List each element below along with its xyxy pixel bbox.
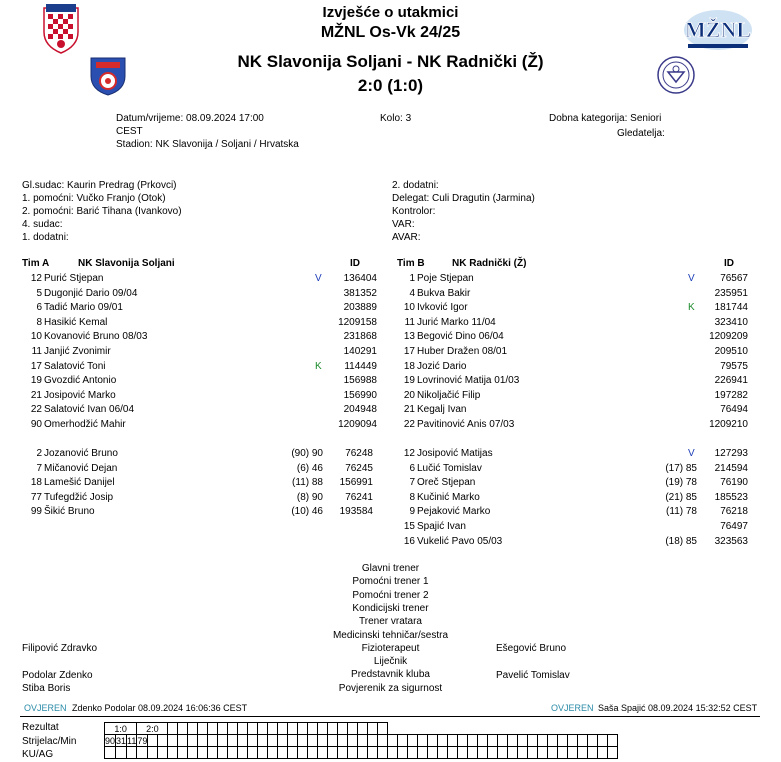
player-number: 8 (409, 491, 415, 503)
score-cell (368, 747, 378, 759)
score-cell (288, 747, 298, 759)
official-right: 2. dodatni: (392, 180, 439, 191)
player-id: 114449 (344, 360, 377, 372)
player-number: 12 (30, 273, 42, 284)
staff-role-label: Liječnik (373, 656, 408, 668)
player-id: 197282 (714, 389, 748, 401)
player-sub: (19) 78 (665, 477, 697, 489)
player-number: 6 (36, 302, 42, 314)
score-cell (378, 747, 388, 759)
score-cell (208, 735, 218, 747)
player-name: Jozanović Bruno (44, 448, 118, 459)
score-cell (218, 735, 228, 747)
player-role-badge: V (688, 448, 695, 459)
score-cell (198, 723, 208, 735)
player-id: 76494 (720, 404, 748, 416)
score-cell (608, 735, 618, 747)
score-cell (308, 735, 318, 747)
score-cell (418, 747, 428, 759)
divider (20, 716, 760, 717)
score-cell (478, 747, 488, 759)
score-cell (318, 723, 328, 735)
player-number: 90 (30, 419, 42, 430)
player-sub: (8) 90 (296, 491, 323, 503)
player-name: Janjić Zvonimir (44, 346, 111, 357)
score-cell: 11 (127, 735, 137, 746)
player-number: 12 (403, 448, 415, 459)
spectators: Gledatelja: (617, 128, 665, 139)
player-sub: (10) 46 (291, 506, 323, 518)
player-name: Josipović Marko (44, 389, 116, 401)
score-cell (208, 747, 218, 759)
score-cell (588, 735, 598, 747)
score-cell (558, 735, 568, 747)
staff-role-label: Povjerenik za sigurnost (338, 682, 443, 694)
score-cell (548, 747, 558, 759)
score-cell (258, 747, 268, 759)
player-name: Josipović Matijas (417, 448, 493, 459)
player-number: 11 (31, 346, 42, 357)
staff-role-label: Glavni trener (361, 563, 420, 574)
staff-role-label: Predstavnik kluba (351, 669, 430, 681)
staff-role-label: Fizioterapeut (361, 642, 420, 654)
player-name: Jozić Dario (417, 360, 467, 372)
player-name: Jurić Marko 11/04 (417, 316, 496, 328)
score-cell (318, 735, 328, 747)
player-id: 226941 (714, 375, 748, 387)
player-name: Purić Stjepan (44, 273, 104, 284)
score-cell (388, 747, 398, 759)
player-sub: (6) 46 (296, 462, 323, 474)
player-id: 193584 (339, 506, 373, 518)
score-cell (228, 747, 238, 759)
score-cell (248, 747, 258, 759)
score-cell (558, 747, 568, 759)
player-name: Lamešić Danijel (44, 477, 115, 489)
player-name: Lučić Tomislav (417, 462, 482, 474)
score-cell (228, 723, 238, 735)
match-title: NK Slavonija Soljani - NK Radnički (Ž) (237, 52, 544, 71)
staff-a-fizio: Filipović Zdravko (22, 643, 98, 654)
score-cell (358, 747, 368, 759)
team-a-label: Tim A (22, 258, 50, 269)
player-number: 5 (36, 287, 42, 299)
score-cell (238, 723, 248, 735)
score-cell (268, 735, 278, 747)
score-cell (528, 735, 538, 747)
score-cell (168, 735, 178, 747)
score-cell (218, 747, 228, 759)
player-name: Mičanović Dejan (44, 462, 118, 474)
score-cell (358, 735, 368, 747)
score-cell (268, 747, 278, 759)
player-name: Kučinić Marko (417, 491, 480, 503)
staff-a-predstavnik: Podolar Zdenko (22, 670, 93, 681)
match-stadium: Stadion: NK Slavonija / Soljani / Hrvatska (116, 139, 299, 150)
score-cell (168, 747, 178, 759)
score-cell (137, 747, 148, 759)
player-name: Tufegdžić Josip (44, 491, 114, 503)
score-cell (248, 723, 258, 735)
score-cell (248, 735, 258, 747)
player-id: 231868 (343, 331, 377, 343)
player-id: 235951 (714, 287, 748, 299)
player-name: Begović Dino 06/04 (417, 331, 504, 343)
score-cell (298, 747, 308, 759)
official-right: Kontrolor: (392, 206, 436, 217)
player-name: Salatović Toni (44, 360, 106, 372)
player-number: 9 (409, 506, 415, 518)
player-name: Lovrinović Matija 01/03 (417, 375, 520, 387)
player-number: 4 (409, 287, 415, 299)
player-number: 19 (403, 375, 415, 387)
score-cell (158, 735, 168, 747)
player-id: 156991 (339, 477, 373, 489)
player-name: Ivković Igor (417, 302, 468, 314)
player-id: 323563 (714, 535, 748, 547)
match-datetime: Datum/vrijeme: 08.09.2024 17:00 (116, 113, 264, 124)
score-cell (298, 735, 308, 747)
verify-left-status: OVJEREN (24, 703, 67, 713)
score-cell (378, 735, 388, 747)
score-cell (408, 747, 418, 759)
score-cell (358, 723, 368, 735)
score-cell (438, 747, 448, 759)
score-cell (498, 747, 508, 759)
score-cell (158, 747, 168, 759)
score-cell (348, 723, 358, 735)
player-name: Oreč Stjepan (417, 477, 476, 489)
player-id: 76241 (345, 491, 373, 503)
player-name: Pejaković Marko (417, 506, 491, 518)
score-cell (568, 747, 578, 759)
player-name: Poje Stjepan (417, 273, 474, 284)
score-cell (368, 735, 378, 747)
score-cell (598, 747, 608, 759)
score-cell (238, 735, 248, 747)
player-name: Gvozdić Antonio (44, 375, 117, 387)
official-right: Delegat: Culi Dragutin (Jarmina) (392, 193, 535, 204)
official-left: Gl.sudac: Kaurin Predrag (Prkovci) (22, 180, 177, 191)
official-left: 4. sudac: (22, 219, 63, 230)
player-id: 209510 (714, 346, 748, 357)
score-cell (428, 735, 438, 747)
score-cell (548, 735, 558, 747)
score-cell (228, 735, 238, 747)
score-cell (208, 723, 218, 735)
staff-role-label: Pomoćni trener 2 (352, 589, 429, 601)
score-cell (188, 723, 198, 735)
player-number: 22 (30, 404, 42, 416)
score-cell (198, 747, 208, 759)
score-cell (288, 735, 298, 747)
age-category: Dobna kategorija: Seniori (549, 113, 662, 124)
team-b-label: Tim B (397, 258, 425, 269)
score-cell (308, 747, 318, 759)
player-number: 16 (403, 535, 415, 547)
player-number: 22 (403, 419, 415, 430)
score-cell (178, 735, 188, 747)
score-cell (408, 735, 418, 747)
score-cell (328, 723, 338, 735)
player-id: 76567 (720, 273, 748, 284)
player-id: 1209209 (709, 331, 748, 343)
player-id: 1209158 (338, 316, 377, 328)
player-number: 99 (30, 506, 42, 518)
player-number: 21 (403, 404, 415, 416)
score-cell (448, 735, 458, 747)
player-number: 10 (403, 302, 415, 314)
score-cell (148, 747, 158, 759)
score-cell (538, 735, 548, 747)
player-name: Huber Dražen 08/01 (417, 346, 508, 357)
player-number: 7 (409, 477, 415, 489)
staff-a-povjerenik: Stiba Boris (22, 683, 71, 694)
score-cell (218, 723, 228, 735)
match-timezone: CEST (116, 126, 143, 137)
score-cell (278, 735, 288, 747)
score-cell (258, 723, 268, 735)
score-cell (328, 747, 338, 759)
player-name: Salatović Ivan 06/04 (44, 404, 135, 416)
score-table-row (105, 747, 618, 759)
score-cell (598, 735, 608, 747)
score-cell: 2:0 (137, 723, 168, 735)
player-name: Omerhodžić Mahir (44, 419, 126, 430)
player-id: 1209210 (709, 419, 748, 430)
score-table-row (105, 735, 618, 747)
score-label-result: Rezultat (22, 722, 59, 733)
score-cell (348, 747, 358, 759)
report-title: Izvješće o utakmici (322, 4, 459, 21)
player-number: 7 (36, 462, 42, 474)
score-cell (428, 747, 438, 759)
player-name: Bukva Bakir (417, 287, 471, 299)
mznl-logo-text: MŽNL (685, 17, 751, 42)
team-b-id-header: ID (724, 258, 734, 269)
player-id: 323410 (714, 316, 748, 328)
player-number: 17 (403, 346, 415, 357)
match-score: 2:0 (1:0) (357, 76, 424, 95)
score-cell: 1:0 (105, 723, 137, 735)
score-cell (148, 735, 158, 747)
player-role-badge: V (315, 273, 322, 284)
player-number: 8 (36, 316, 42, 328)
score-cell: 79 (137, 735, 148, 746)
player-id: 203889 (343, 302, 377, 314)
score-cell (458, 735, 468, 747)
score-cell (238, 747, 248, 759)
player-name: Pavitinović Anis 07/03 (417, 419, 515, 430)
player-id: 136404 (343, 273, 377, 284)
score-cell (198, 735, 208, 747)
score-cell (568, 735, 578, 747)
player-id: 76218 (720, 506, 748, 518)
player-id: 381352 (343, 287, 377, 299)
player-number: 18 (403, 360, 415, 372)
score-cell (418, 735, 428, 747)
player-id: 76248 (345, 448, 373, 459)
match-round: Kolo: 3 (380, 113, 412, 124)
score-cell (348, 735, 358, 747)
player-number: 21 (30, 389, 42, 401)
player-number: 15 (403, 521, 415, 532)
player-id: 181744 (714, 302, 748, 314)
player-id: 76245 (345, 462, 373, 474)
staff-role-label: Pomoćni trener 1 (352, 576, 429, 588)
score-cell (318, 747, 328, 759)
score-cell (468, 747, 478, 759)
player-name: Vukelić Pavo 05/03 (417, 535, 503, 547)
staff-role-label: Trener vratara (359, 616, 422, 628)
player-id: 204948 (343, 404, 377, 416)
official-left: 2. pomoćni: Barić Tihana (Ivankovo) (22, 206, 182, 217)
player-role-badge: K (315, 360, 322, 372)
player-name: Dugonjić Dario 09/04 (44, 287, 138, 299)
score-label-scorers: Strijelac/Min (22, 736, 77, 747)
official-left: 1. dodatni: (22, 232, 69, 243)
player-name: Hasikić Kemal (44, 316, 108, 328)
player-number: 2 (36, 448, 42, 459)
player-id: 140291 (343, 346, 377, 357)
official-right: AVAR: (392, 232, 421, 243)
score-cell (278, 723, 288, 735)
player-number: 6 (409, 462, 415, 474)
player-role-badge: V (688, 273, 695, 284)
score-cell (388, 735, 398, 747)
player-number: 13 (403, 331, 415, 343)
player-id: 127293 (714, 448, 748, 459)
score-cell (538, 747, 548, 759)
verify-left-text: Zdenko Podolar 08.09.2024 16:06:36 CEST (72, 703, 248, 713)
staff-b-fizio: Ešegović Bruno (496, 643, 567, 654)
score-cell (328, 735, 338, 747)
score-cell (398, 735, 408, 747)
score-cell (508, 747, 518, 759)
player-sub: (21) 85 (665, 491, 697, 503)
score-cell (488, 735, 498, 747)
score-cell (188, 735, 198, 747)
score-cell (458, 747, 468, 759)
score-cell (338, 723, 348, 735)
score-table (104, 722, 618, 759)
score-cell (338, 735, 348, 747)
player-number: 1 (409, 273, 415, 284)
score-cell (268, 723, 278, 735)
player-name: Kovanović Bruno 08/03 (44, 331, 148, 343)
player-name: Tadić Mario 09/01 (44, 302, 123, 314)
score-cell (178, 747, 188, 759)
player-id: 76497 (720, 521, 748, 532)
score-cell (488, 747, 498, 759)
staff-b-predstavnik: Pavelić Tomislav (496, 670, 570, 681)
score-cell (498, 735, 508, 747)
player-id: 214594 (714, 462, 748, 474)
score-cell (368, 723, 378, 735)
score-cell (116, 747, 127, 759)
player-id: 1209094 (338, 419, 377, 430)
score-cell (448, 747, 458, 759)
score-table-row (105, 723, 618, 735)
score-cell (178, 723, 188, 735)
score-cell (378, 723, 388, 735)
player-name: Šikić Bruno (44, 506, 95, 518)
player-number: 10 (30, 331, 42, 343)
player-sub: (18) 85 (665, 535, 697, 547)
score-cell (105, 747, 116, 759)
player-number: 11 (404, 316, 415, 328)
player-role-badge: K (688, 302, 695, 314)
score-cell (588, 747, 598, 759)
score-cell (468, 735, 478, 747)
score-label-cards: KU/AG (22, 749, 54, 760)
score-cell (608, 747, 618, 759)
score-cell: 90 (105, 735, 116, 746)
team-b-name: NK Radnički (Ž) (452, 258, 527, 269)
player-sub: (11) 88 (292, 477, 323, 489)
score-cell (398, 747, 408, 759)
team-a-name: NK Slavonija Soljani (78, 258, 175, 269)
player-number: 18 (30, 477, 42, 489)
score-cell (288, 723, 298, 735)
verify-right-status: OVJEREN (551, 703, 594, 713)
player-sub: (11) 78 (666, 506, 697, 518)
player-id: 76190 (720, 477, 748, 489)
score-cell (278, 747, 288, 759)
player-id: 185523 (714, 491, 748, 503)
team-a-id-header: ID (350, 258, 360, 269)
player-number: 20 (403, 389, 415, 401)
player-number: 77 (30, 491, 42, 503)
score-cell (127, 747, 137, 759)
score-cell (298, 723, 308, 735)
player-number: 19 (30, 375, 42, 387)
score-cell (438, 735, 448, 747)
player-number: 17 (30, 360, 42, 372)
player-id: 156988 (343, 375, 377, 387)
player-id: 156990 (343, 389, 377, 401)
staff-role-label: Kondicijski trener (352, 602, 429, 614)
score-cell (578, 735, 588, 747)
official-right: VAR: (392, 219, 415, 230)
score-cell (478, 735, 488, 747)
official-left: 1. pomoćni: Vučko Franjo (Otok) (22, 193, 166, 204)
player-name: Spajić Ivan (417, 521, 466, 532)
score-cell (308, 723, 318, 735)
player-sub: (90) 90 (291, 448, 323, 459)
player-name: Kegalj Ivan (417, 404, 467, 416)
score-cell (258, 735, 268, 747)
score-cell (338, 747, 348, 759)
score-cell (508, 735, 518, 747)
score-cell (168, 723, 178, 735)
league-title: MŽNL Os-Vk 24/25 (320, 24, 461, 41)
staff-role-label: Medicinski tehničar/sestra (332, 629, 449, 641)
score-cell (528, 747, 538, 759)
score-cell (188, 747, 198, 759)
player-sub: (17) 85 (665, 462, 697, 474)
score-cell (518, 747, 528, 759)
player-name: Nikoljačić Filip (417, 389, 481, 401)
player-id: 79575 (720, 360, 748, 372)
score-cell (578, 747, 588, 759)
score-cell (518, 735, 528, 747)
verify-right-text: Saša Spajić 08.09.2024 15:32:52 CEST (598, 703, 758, 713)
score-cell: 31 (116, 735, 127, 746)
